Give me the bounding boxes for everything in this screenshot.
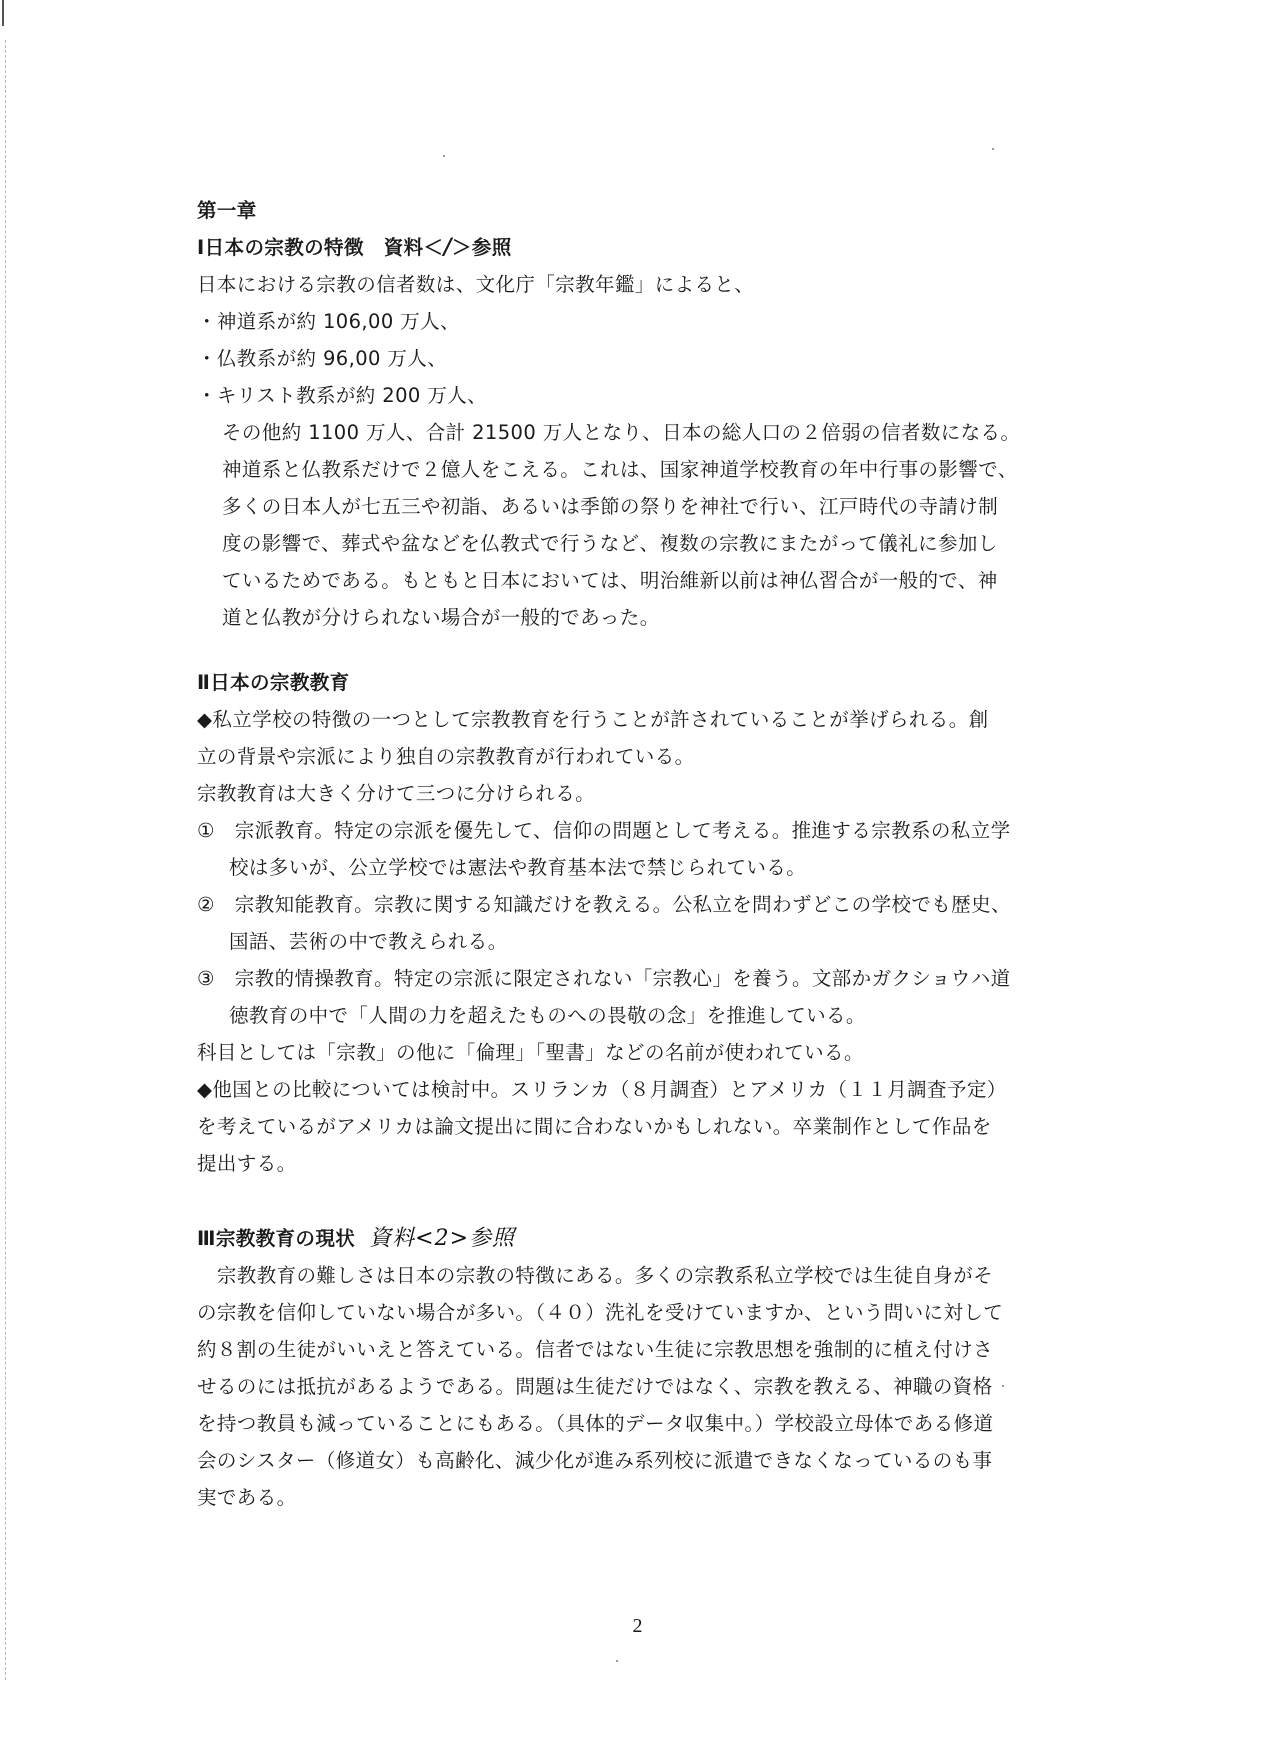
bullet-item: ・仏教系が約 96,00 万人、 bbox=[197, 347, 448, 370]
paragraph-line: ◆私立学校の特徴の一つとして宗教教育を行うことが許されていることが挙げられる。創 bbox=[197, 708, 989, 731]
page-number: 2 bbox=[632, 1615, 643, 1637]
paragraph-line: の宗教を信仰していない場合が多い。（４０）洗礼を受けていますか、という問いに対して bbox=[197, 1301, 1004, 1324]
paragraph-line: 約８割の生徒がいいえと答えている。信者ではない生徒に宗教思想を強制的に植え付けさ bbox=[197, 1338, 994, 1361]
section2-heading: Ⅱ日本の宗教教育 bbox=[197, 671, 350, 694]
section1-intro: 日本における宗教の信者数は、文化庁「宗教年鑑」によると、 bbox=[197, 273, 755, 296]
paragraph-line: ◆他国との比較については検討中。スリランカ（８月調査）とアメリカ（１１月調査予定） bbox=[197, 1078, 1007, 1101]
paragraph-line: 神道系と仏教系だけで２億人をこえる。これは、国家神道学校教育の年中行事の影響で、 bbox=[222, 458, 1018, 481]
handwritten-note: 資料<2>参照 bbox=[369, 1226, 516, 1251]
paragraph-line: 実である。 bbox=[197, 1486, 297, 1509]
paragraph-line: 会のシスター（修道女）も高齢化、減少化が進み系列校に派遣できなくなっているのも事 bbox=[197, 1449, 993, 1472]
chapter-title: 第一章 bbox=[197, 199, 257, 222]
numbered-item-1: ① 宗派教育。特定の宗派を優先して、信仰の問題として考える。推進する宗教系の私立学 bbox=[197, 819, 1011, 842]
document-body bbox=[197, 192, 1102, 1516]
paragraph-line: 宗教教育は大きく分けて三つに分けられる。 bbox=[197, 782, 596, 805]
numbered-item-2: ② 宗教知能教育。宗教に関する知識だけを教える。公私立を問わずどこの学校でも歴史、 bbox=[197, 893, 1011, 916]
numbered-item-1-cont: 校は多いが、公立学校では憲法や教育基本法で禁じられている。 bbox=[229, 856, 807, 879]
scan-speck bbox=[443, 155, 445, 157]
paragraph-line: その他約 1100 万人、合計 21500 万人となり、日本の総人口の２倍弱の信者数になる。 bbox=[222, 421, 1021, 444]
numbered-item-3: ③ 宗教的情操教育。特定の宗派に限定されない「宗教心」を養う。文部かガクショウハ道 bbox=[197, 967, 1011, 990]
handwritten-mark: / bbox=[443, 234, 452, 260]
paragraph-line: せるのには抵抗があるようである。問題は生徒だけではなく、宗教を教える、神職の資格 bbox=[197, 1375, 993, 1398]
numbered-item-2-cont: 国語、芸術の中で教えられる。 bbox=[229, 930, 508, 953]
bullet-item: ・神道系が約 106,00 万人、 bbox=[197, 310, 460, 333]
paragraph-line: を考えているがアメリカは論文提出に間に合わないかもしれない。卒業制作として作品を bbox=[197, 1115, 992, 1138]
numbered-item-3-cont: 徳教育の中で「人間の力を超えたものへの畏敬の念」を推進している。 bbox=[229, 1004, 866, 1027]
section1-heading: Ⅰ日本の宗教の特徴 資料＜/＞参照 bbox=[197, 234, 512, 260]
paragraph-line: 立の背景や宗派により独自の宗教教育が行われている。 bbox=[197, 745, 695, 768]
section3-heading: Ⅲ宗教教育の現状 資料<2>参照 bbox=[197, 1226, 516, 1251]
paragraph-line: 度の影響で、葬式や盆などを仏教式で行うなど、複数の宗教にまたがって儀礼に参加し bbox=[222, 532, 998, 555]
scan-margin-line bbox=[5, 40, 6, 1680]
paragraph-line: 道と仏教が分けられない場合が一般的であった。 bbox=[222, 606, 660, 629]
paragraph-line: 多くの日本人が七五三や初詣、あるいは季節の祭りを神社で行い、江戸時代の寺請け制 bbox=[222, 495, 999, 518]
bullet-item: ・キリスト教系が約 200 万人、 bbox=[197, 384, 488, 407]
paragraph-line: 提出する。 bbox=[197, 1152, 297, 1175]
paragraph-line: 宗教教育の難しさは日本の宗教の特徴にある。多くの宗教系私立学校では生徒自身がそ bbox=[197, 1264, 994, 1287]
scan-edge-mark bbox=[2, 0, 4, 26]
paragraph-line: ているためである。もともと日本においては、明治維新以前は神仏習合が一般的で、神 bbox=[222, 569, 998, 592]
paragraph-line: 科目としては「宗教」の他に「倫理」「聖書」などの名前が使われている。 bbox=[197, 1041, 864, 1064]
scan-speck bbox=[992, 148, 994, 150]
scan-speck bbox=[616, 1660, 618, 1662]
paragraph-line: を持つ教員も減っていることにもある。（具体的データ収集中。）学校設立母体である修道 bbox=[197, 1412, 994, 1435]
